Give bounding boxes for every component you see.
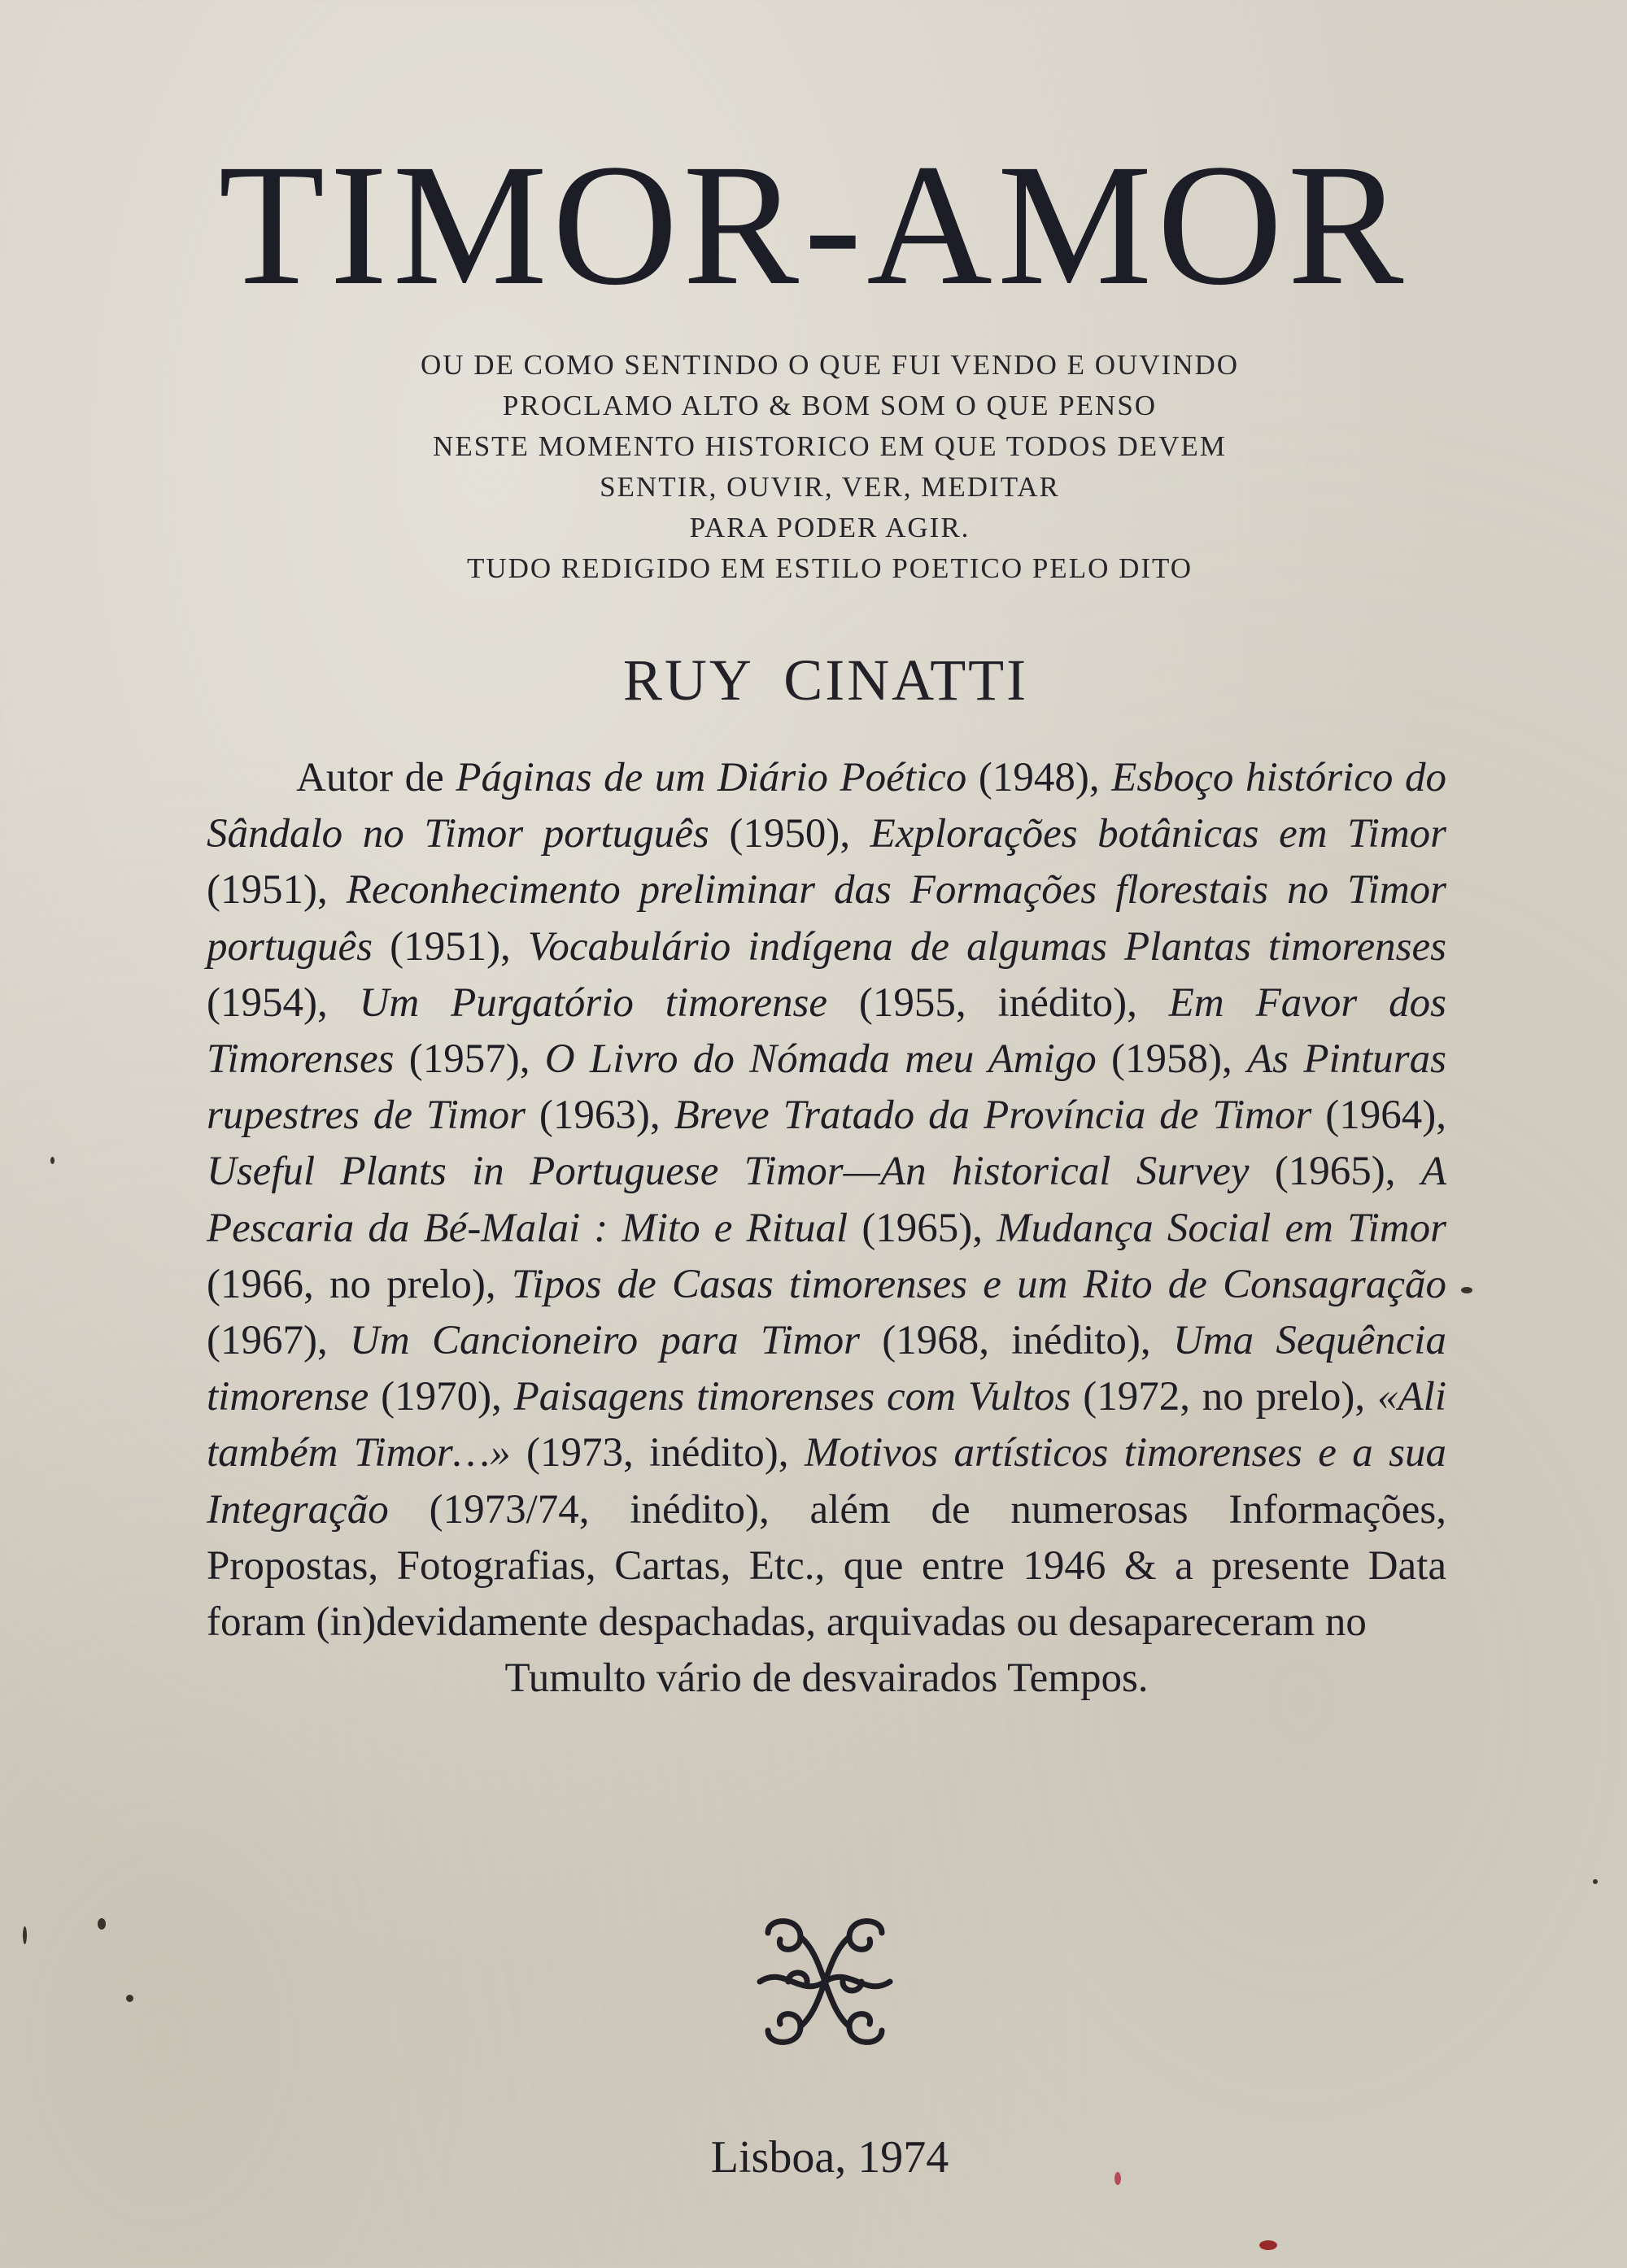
paper-speck [23, 1926, 27, 1944]
bio-text: (1973/74, inédito), além de numerosas Informações, Propostas, Fotografias, Cartas, Etc., que entre 1946 & a presente Data foram (in)devidamente despachadas, arquivadas ou desapareceram no [207, 1486, 1446, 1646]
work-title: Um Purgatório timorense [359, 979, 828, 1026]
bio-text: (1965), [1249, 1149, 1421, 1195]
bio-text: (1964), [1311, 1093, 1446, 1139]
work-title: Mudança Social em Timor [997, 1205, 1446, 1251]
bio-text: (1957), [394, 1036, 545, 1083]
bio-text: (1954), [207, 979, 360, 1026]
work-title: Em Favor dos Timorenses [207, 979, 1446, 1083]
bio-text: (1958), [1096, 1036, 1248, 1083]
subtitle-line: PARA PODER AGIR. [689, 512, 971, 543]
paper-speck [1461, 1287, 1472, 1293]
work-title: Páginas de um Diário Poético [456, 755, 967, 800]
work-title: A Pescaria da Bé-Malai : Mito e Ritual [207, 1149, 1446, 1251]
work-title: Motivos artísticos timorenses e a sua Integração [207, 1430, 1446, 1533]
subtitle-line: OU DE COMO SENTINDO O QUE FUI VENDO E OUVINDO [420, 349, 1240, 381]
work-title: Paisagens timorenses com Vultos [513, 1374, 1071, 1420]
bio-text: (1973, inédito), [510, 1430, 805, 1476]
bio-text: (1950), [709, 811, 870, 857]
paper-speck [50, 1157, 55, 1164]
work-title: Breve Tratado da Província de Timor [674, 1093, 1312, 1139]
bio-text: (1966, no prelo), [207, 1261, 512, 1307]
work-title: Tipos de Casas timorenses e um Rito de Consagração [511, 1261, 1446, 1307]
publication-place-date: Lisboa, 1974 [710, 2132, 949, 2183]
work-title: Esboço histórico do Sândalo no Timor português [207, 755, 1446, 857]
subtitle-line: SENTIR, OUVIR, VER, MEDITAR [600, 471, 1060, 503]
bio-text: (1967), [207, 1318, 351, 1364]
work-title: Reconhecimento preliminar das Formações florestais no Timor português [207, 867, 1447, 970]
bio-text: (1972, no prelo), [1071, 1374, 1377, 1420]
work-title: As Pinturas rupestres de Timor [207, 1036, 1447, 1139]
paper-speck [98, 1918, 106, 1930]
bio-text: (1955, inédito), [827, 979, 1169, 1026]
subtitle-block [244, 345, 1415, 589]
work-title: Uma Sequência timorense [207, 1318, 1446, 1420]
work-title: Explorações botânicas em Timor [870, 811, 1446, 857]
work-title: Useful Plants in Portuguese Timor—An historical Survey [207, 1149, 1250, 1195]
subtitle-line: TUDO REDIGIDO EM ESTILO POETICO PELO DITO [466, 552, 1193, 584]
paper-speck [1259, 2240, 1277, 2250]
subtitle-line: PROCLAMO ALTO & BOM SOM O QUE PENSO [502, 390, 1158, 421]
paper-speck [1114, 2172, 1121, 2185]
author-name: RUY CINATTI [622, 648, 1029, 713]
bio-text: (1948), [966, 755, 1112, 800]
author-bibliography [207, 750, 1446, 1707]
bio-text: Autor de [296, 755, 456, 800]
bio-closing-line: Tumulto vário de desvairados Tempos. [504, 1655, 1149, 1702]
bio-text: (1951), [207, 867, 347, 914]
book-title: TIMOR-AMOR [218, 129, 1409, 321]
bio-text: (1968, inédito), [859, 1318, 1173, 1364]
paper-speck [126, 1995, 133, 2002]
work-title: Vocabulário indígena de algumas Plantas timorenses [527, 923, 1447, 970]
publisher-ornament-icon [752, 1908, 898, 2055]
bio-text: (1965), [848, 1205, 997, 1251]
work-title: Um Cancioneiro para Timor [350, 1318, 860, 1364]
work-title: O Livro do Nómada meu Amigo [544, 1036, 1097, 1083]
subtitle-line: NESTE MOMENTO HISTORICO EM QUE TODOS DEVEM [433, 430, 1227, 462]
bio-text: (1970), [369, 1374, 514, 1420]
paper-speck [1593, 1879, 1598, 1884]
bio-text: (1951), [373, 923, 528, 970]
bio-text: (1963), [525, 1093, 674, 1139]
work-title: «Ali também Timor…» [207, 1374, 1446, 1476]
